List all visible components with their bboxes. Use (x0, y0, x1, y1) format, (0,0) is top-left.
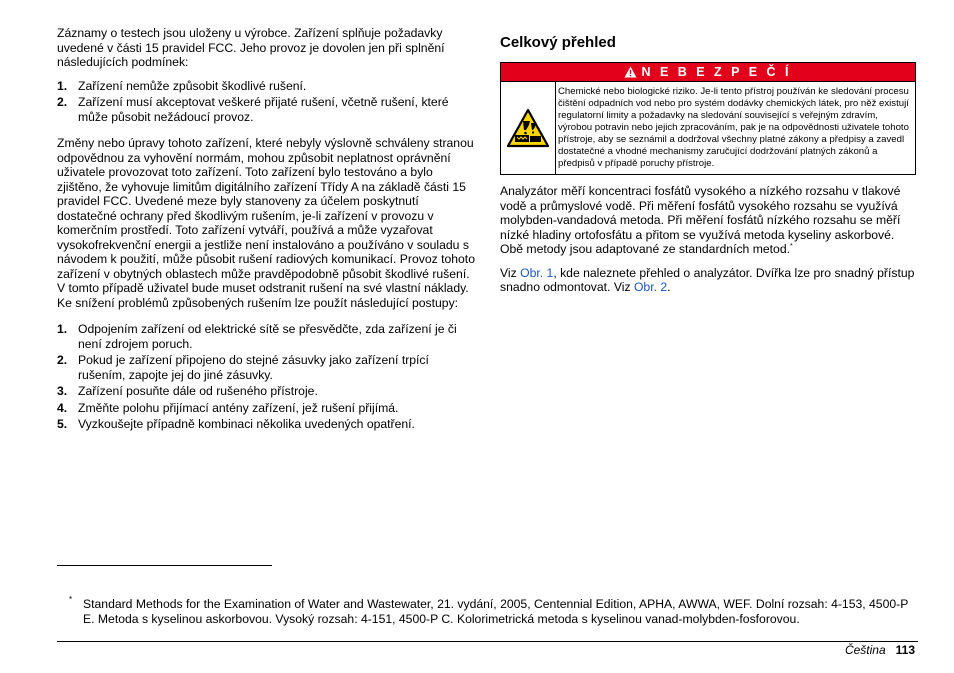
reference-paragraph: Viz Obr. 1, kde naleznete přehled o analyzátor. Dvířka lze pro snadný přístup snadno odmontovat. Viz Obr. 2. (500, 265, 915, 294)
left-column (57, 26, 475, 444)
danger-text: Chemické nebo biologické riziko. Je-li tento přístroj používán ke sledování procesu čištění odpadních vod nebo pro systém dodávky chemických látek, pro něž existují regulatorní limity a požadavky na sledování související s veřejným zdravím, výrobou potravin nebo jejich zpracováním, pak je na odpovědnosti uživatele tohoto přístroje, aby se seznámil a dodržoval všechny platné zákony a předpisy a zavedl dostatečné a vhodné mechanismy zaručující dodržování platných zákonů a předpisů v případě poruchy přístroje. (558, 86, 909, 169)
intro-paragraph: Záznamy o testech jsou uloženy u výrobce. Zařízení splňuje požadavky uvedené v části 15 pravidel FCC. Jeho provoz je dovolen jen při splnění následujících podmínek: (57, 26, 445, 69)
list-item: 2. Pokud je zařízení připojeno do stejné zásuvky jako zařízení trpící rušením, zapojte jej do jiné zásuvky. (57, 353, 429, 382)
danger-box (500, 62, 916, 175)
footer-language: Čeština (844, 643, 886, 657)
page-footer (845, 643, 915, 657)
footnote-divider (57, 565, 272, 566)
footnote (69, 597, 919, 627)
page-number: 113 (895, 643, 915, 657)
analyzer-paragraph: Analyzátor měří koncentraci fosfátů vysokého a nízkého rozsahu v tlakové vodě a průmyslové vodě. Při měření fosfátů vysokého rozsahu se využívá molybden-vandadová metoda. Při měření fosfátů nízkého rozsahu se měří nízké hladiny ortofosfátu a přitom se využívá metoda kyseliny askorbové. Obě metody jsou adaptované ze standardních metod.* (500, 184, 901, 256)
footnote-mark: * (69, 595, 73, 604)
list-item: 5. Vyzkoušejte případně kombinaci několika uvedených opatření. (57, 417, 415, 431)
list-item: 1. Odpojením zařízení od elektrické sítě se přesvědčte, zda zařízení je či není zdrojem poruch. (57, 322, 457, 351)
section-heading: Celkový přehled (500, 34, 616, 51)
footnote-marker: * (789, 243, 793, 250)
conditions-list (57, 79, 475, 125)
list-item: 2. Zařízení musí akceptovat veškeré přijaté rušení, včetně rušení, které může působit nežádoucí provoz. (57, 95, 449, 124)
figure-1-link[interactable]: Obr. 1 (520, 265, 554, 280)
list-item: 3. Zařízení posuňte dále od rušeného přístroje. (57, 384, 318, 398)
right-column (500, 34, 918, 304)
list-item: 4. Změňte polohu přijímací antény zařízení, jež rušení přijímá. (57, 400, 399, 415)
footnote-text: Standard Methods for the Examination of Water and Wastewater, 21. vydání, 2005, Centennial Edition, APHA, AWWA, WEF. Dolní rozsah: 4-153, 4500-P E. Metoda s kyselinou askorbovou. Vysoký rozsah: 4-151, 4500-P C. Kolorimetrická metoda s kyselinou vanad-molybden-fosforovou. (83, 597, 909, 626)
chemical-hazard-icon (506, 108, 550, 148)
figure-2-link[interactable]: Obr. 2 (633, 280, 668, 294)
footer-divider (57, 641, 918, 642)
fcc-paragraph: Změny nebo úpravy tohoto zařízení, které nebyly výslovně schváleny stranou odpovědnou za vyhovění normám, mohou způsobit neplatnost oprávnění uživatele provozovat toto zařízení. Toto zařízení bylo testováno a bylo zjištěno, že vyhovuje limitům digitálního zařízení Třídy A na základě části 15 pravidel FCC. Uvedené meze byly stanoveny za účelem poskytnutí dostatečné ochrany před škodlivým rušením, je-li zařízení v provozu v komerčním prostředí. Toto zařízení vytváří, používá a může vyzařovat vysokofrekvenční energii a jestliže není instalováno a používáno v souladu s návodem k použití, může působit rušení radiových komunikací. Provoz tohoto zařízení v obytných oblastech může pravděpodobně působit škodlivé rušení. V tomto případě uživatel bude muset odstranit rušení na své vlastní náklady. Ke snížení problémů způsobených rušením lze použít následující postupy: (57, 136, 475, 310)
list-item: 1. Zařízení nemůže způsobit škodlivé rušení. (57, 78, 307, 93)
danger-header (501, 63, 915, 82)
steps-list (57, 322, 475, 432)
warning-triangle-icon (624, 65, 637, 83)
danger-label: N E B E Z P E Č Í (641, 65, 792, 79)
